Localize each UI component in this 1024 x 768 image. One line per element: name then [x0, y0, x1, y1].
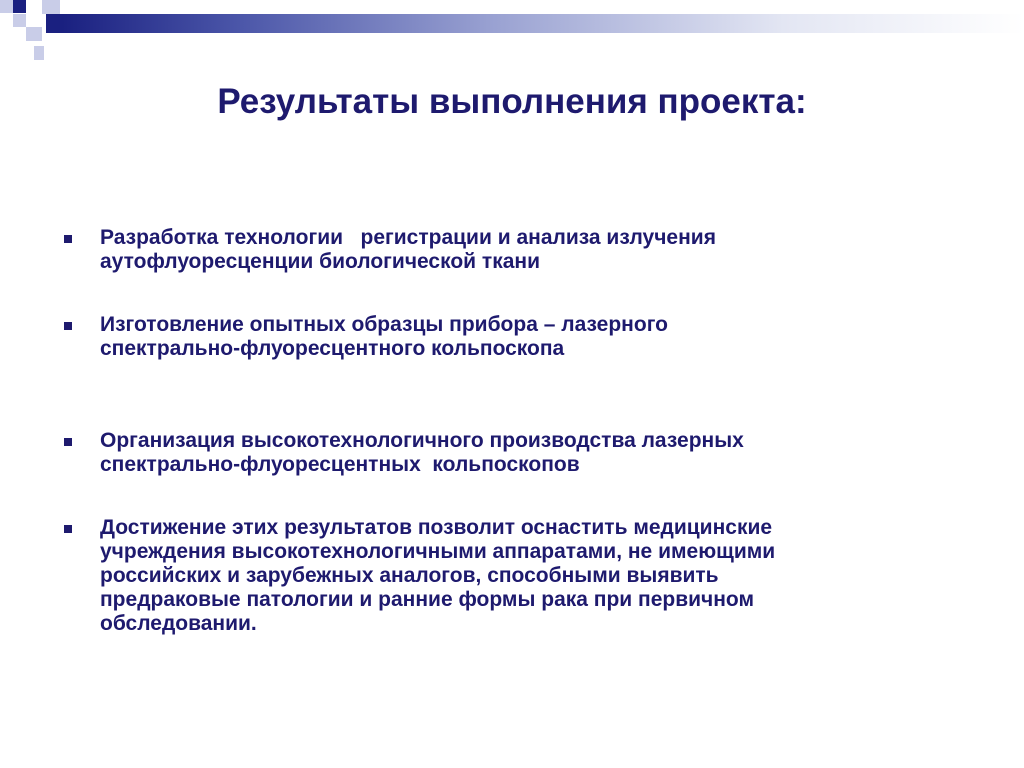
square-bullet-icon [64, 438, 72, 446]
bullet-text-3: Организация высокотехнологичного производства лазерных спектрально-флуоресцентных кольпоскопов [100, 429, 744, 476]
bullet-text-4: Достижение этих результатов позволит оснастить медицинские учреждения высокотехнологичными аппаратами, не имеющими российских и зарубежных аналогов, способными выявить предраковые патологии и ранние формы рака при первичном обследовании. [100, 516, 776, 635]
square-bullet-icon [64, 235, 72, 243]
slide-title: Результаты выполнения проекта: [217, 82, 807, 121]
bullet-text-1: Разработка технологии регистрации и анализа излучения аутофлуоресценции биологической ткани [100, 226, 716, 273]
square-bullet-icon [64, 322, 72, 330]
bullet-text-2: Изготовление опытных образцы прибора – лазерного спектрально-флуоресцентного кольпоскопа [100, 313, 668, 360]
square-bullet-icon [64, 525, 72, 533]
